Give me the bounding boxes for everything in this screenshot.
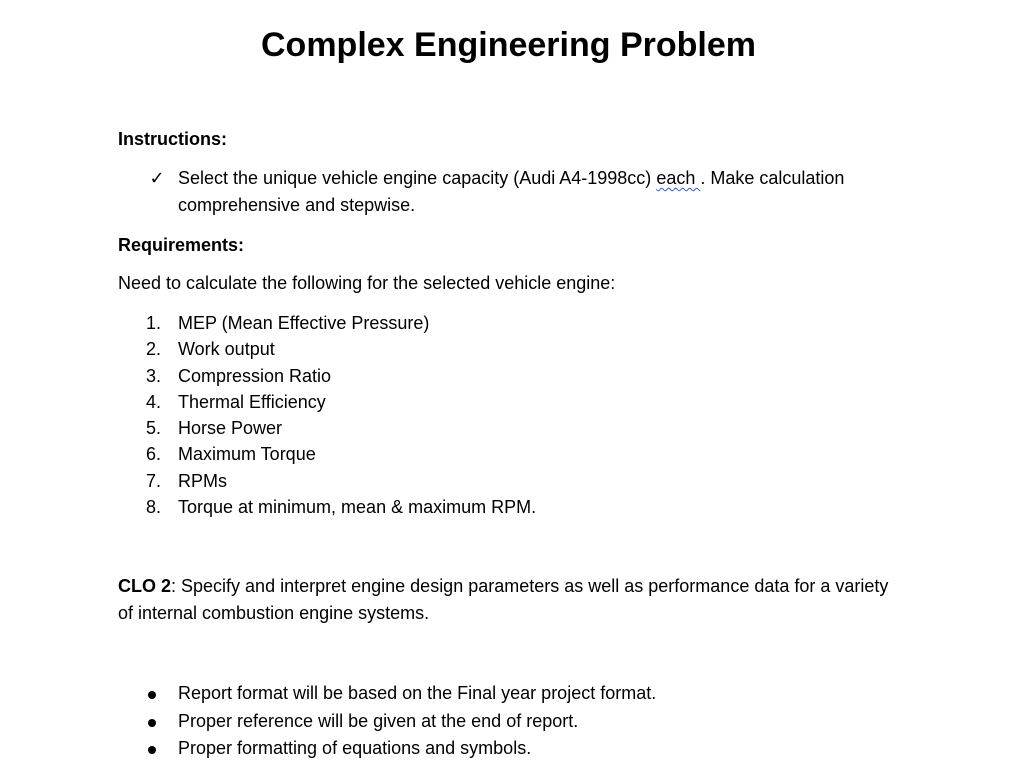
list-number: 4. — [146, 391, 162, 412]
clo-label: CLO 2 — [118, 576, 172, 596]
list-number: 3. — [146, 365, 162, 386]
list-text: Thermal Efficiency — [178, 391, 326, 412]
bullet-icon — [148, 691, 156, 699]
document-title: Complex Engineering Problem — [261, 26, 756, 64]
list-number: 1. — [146, 313, 162, 333]
list-text: MEP (Mean Effective Pressure) — [178, 313, 430, 333]
spellcheck-flagged-word[interactable]: each — [656, 168, 701, 188]
list-text: Compression Ratio — [178, 365, 332, 386]
list-text: Torque at minimum, mean & maximum RPM. — [178, 497, 537, 518]
list-text: RPMs — [178, 470, 227, 491]
list-number: 2. — [146, 339, 162, 360]
requirements-heading: Requirements: — [118, 235, 245, 255]
instruction-item — [118, 165, 878, 219]
list-text: Proper reference will be given at the end of report. — [178, 710, 579, 731]
instruction-text-end: . Make calculation comprehensive and stepwise. — [178, 168, 845, 215]
requirements-intro: Need to calculate the following for the selected vehicle engine: — [118, 273, 616, 293]
list-number: 5. — [146, 418, 162, 439]
clo-text: : Specify and interpret engine design parameters as well as performance data for a variety of internal combustion engine systems. — [118, 576, 889, 623]
bullet-icon — [148, 746, 156, 754]
list-number: 8. — [146, 497, 162, 518]
checkmark-icon: ✓ — [149, 168, 165, 188]
list-text: Proper formatting of equations and symbols. — [178, 738, 532, 758]
instruction-text — [178, 165, 878, 219]
list-number: 6. — [146, 444, 162, 465]
clo-paragraph — [118, 573, 908, 627]
list-text: Horse Power — [178, 418, 283, 439]
instructions-heading: Instructions: — [118, 129, 228, 149]
list-text: Maximum Torque — [178, 444, 316, 465]
list-number: 7. — [146, 470, 162, 491]
list-text: Work output — [178, 339, 275, 360]
instruction-text-start: Select the unique vehicle engine capacity (Audi A4-1998cc) — [178, 168, 657, 188]
bullet-icon — [148, 719, 156, 727]
list-text: Report format will be based on the Final year project format. — [178, 683, 657, 703]
